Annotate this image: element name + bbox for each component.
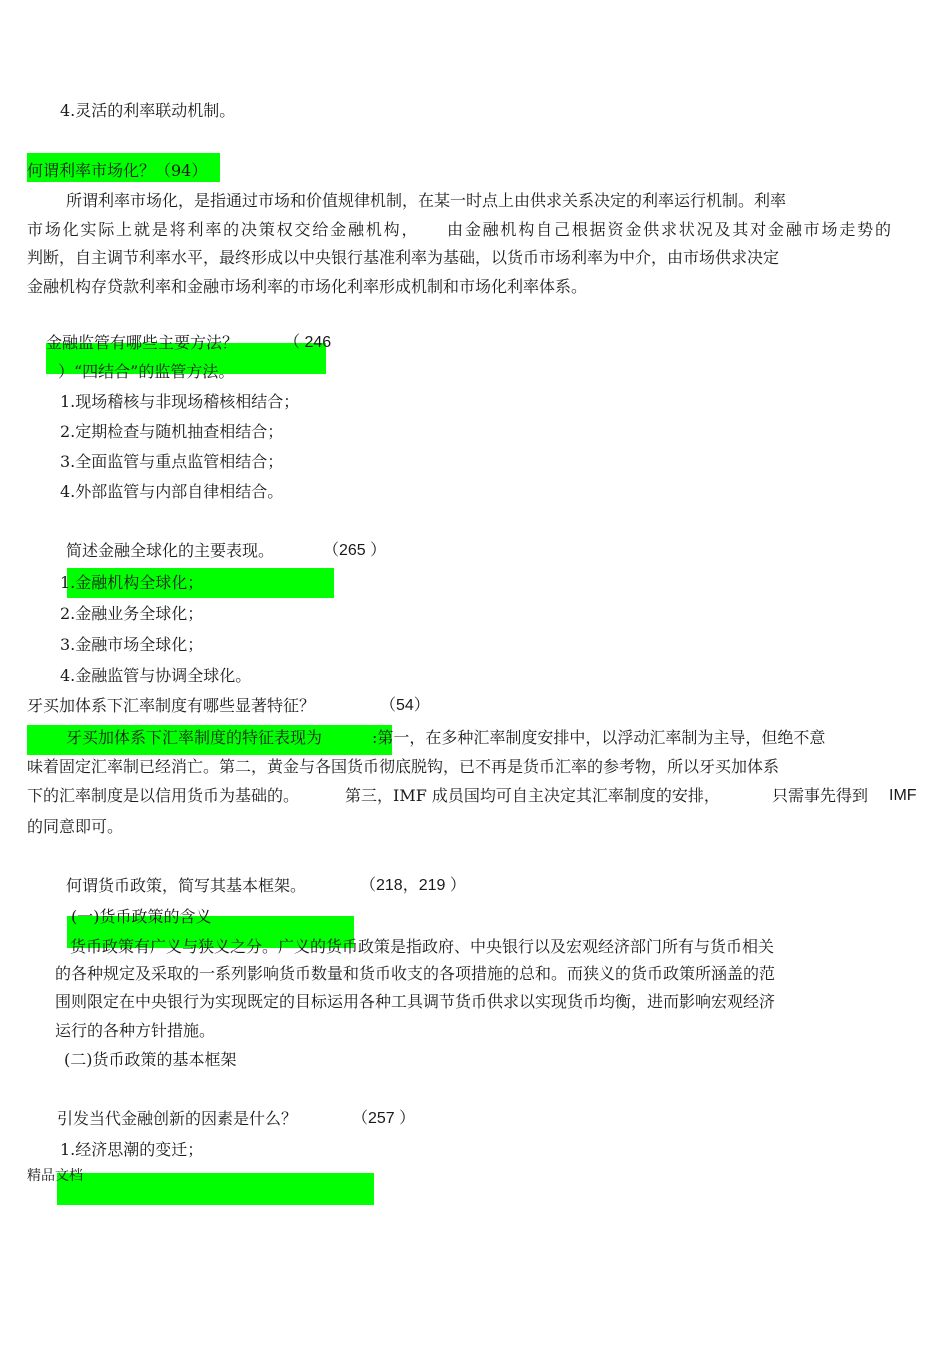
question-heading: 引发当代金融创新的因素是什么？ [57, 1109, 298, 1128]
paragraph-line: 的同意即可。 [27, 817, 124, 836]
paragraph-line: 市场化实际上就是将利率的决策权交给金融机构， 由金融机构自己根据资金供求状况及其对金融市场走势的 [27, 220, 891, 239]
paragraph-line: 货币政策有广义与狭义之分。广义的货币政策是指政府、中央银行以及宏观经济部门所有与货币相关 [70, 937, 775, 956]
page-footer-label: 精品文档 [27, 1168, 83, 1184]
question-heading: 牙买加体系下汇率制度有哪些显著特征？ [27, 696, 316, 715]
question-heading: 简述金融全球化的主要表现。 [66, 541, 275, 560]
subheading: (二)货币政策的基本框架 [64, 1050, 237, 1069]
highlight-bar [57, 1173, 374, 1205]
list-item: 1.金融机构全球化； [60, 573, 204, 592]
list-item: 4.外部监管与内部自律相结合。 [60, 482, 284, 501]
paragraph-line: 运行的各种方针措施。 [55, 1021, 216, 1040]
paragraph-line: 判断，自主调节利率水平，最终形成以中央银行基准利率为基础，以货币市场利率为中介，由市场供求决定 [27, 248, 780, 267]
paragraph-line: IMF [889, 787, 917, 804]
page-reference: （265 ） [323, 542, 387, 559]
paragraph-line: 围则限定在中央银行为实现既定的目标运用各种工具调节货币供求以实现货币均衡，进而影响宏观经济 [55, 992, 776, 1011]
paragraph-line: 第三，IMF 成员国均可自主决定其汇率制度的安排， [345, 786, 720, 805]
list-item: 2.金融业务全球化； [60, 604, 204, 623]
list-item: 1.现场稽核与非现场稽核相结合； [60, 392, 300, 411]
paragraph-line: 下的汇率制度是以信用货币为基础的。 [27, 786, 300, 805]
paragraph-line: 的各种规定及采取的一系列影响货币数量和货币收支的各项措施的总和。而狭义的货币政策所涵盖的范 [55, 964, 776, 983]
paragraph-line: :第一，在多种汇率制度安排中，以浮动汇率制为主导，但绝不意 [372, 728, 826, 747]
list-item: 1.经济思潮的变迁； [60, 1140, 204, 1159]
page-reference: （54） [380, 697, 430, 714]
page-reference: （ 246 [284, 334, 332, 351]
paragraph-line: 金融机构存贷款利率和金融市场利率的市场化利率形成机制和市场化利率体系。 [27, 277, 588, 296]
question-heading: 何谓利率市场化？（94） [27, 161, 208, 180]
paragraph-line: 味着固定汇率制已经消亡。第二，黄金与各国货币彻底脱钩，已不再是货币汇率的参考物，所以牙买加体系 [27, 757, 780, 776]
page-reference: （257 ） [352, 1110, 416, 1127]
list-item: 3.全面监管与重点监管相结合； [60, 452, 284, 471]
paragraph-line: 牙买加体系下汇率制度的特征表现为 [66, 728, 323, 747]
subheading: (一)货币政策的含义 [71, 907, 212, 926]
list-item: 2.定期检查与随机抽查相结合； [60, 422, 284, 441]
paragraph-line: 所谓利率市场化，是指通过市场和价值规律机制，在某一时点上由供求关系决定的利率运行机制。利率 [66, 191, 787, 210]
question-heading: 金融监管有哪些主要方法？ [46, 333, 239, 352]
list-item: 4.灵活的利率联动机制。 [60, 101, 236, 120]
question-heading: ）“四结合”的监管方法。 [58, 362, 235, 381]
list-item: 4.金融监管与协调全球化。 [60, 666, 252, 685]
question-heading: 何谓货币政策，简写其基本框架。 [66, 876, 307, 895]
page-reference: （218，219 ） [360, 877, 466, 894]
list-item: 3.金融市场全球化； [60, 635, 204, 654]
paragraph-line: 只需事先得到 [772, 786, 869, 805]
